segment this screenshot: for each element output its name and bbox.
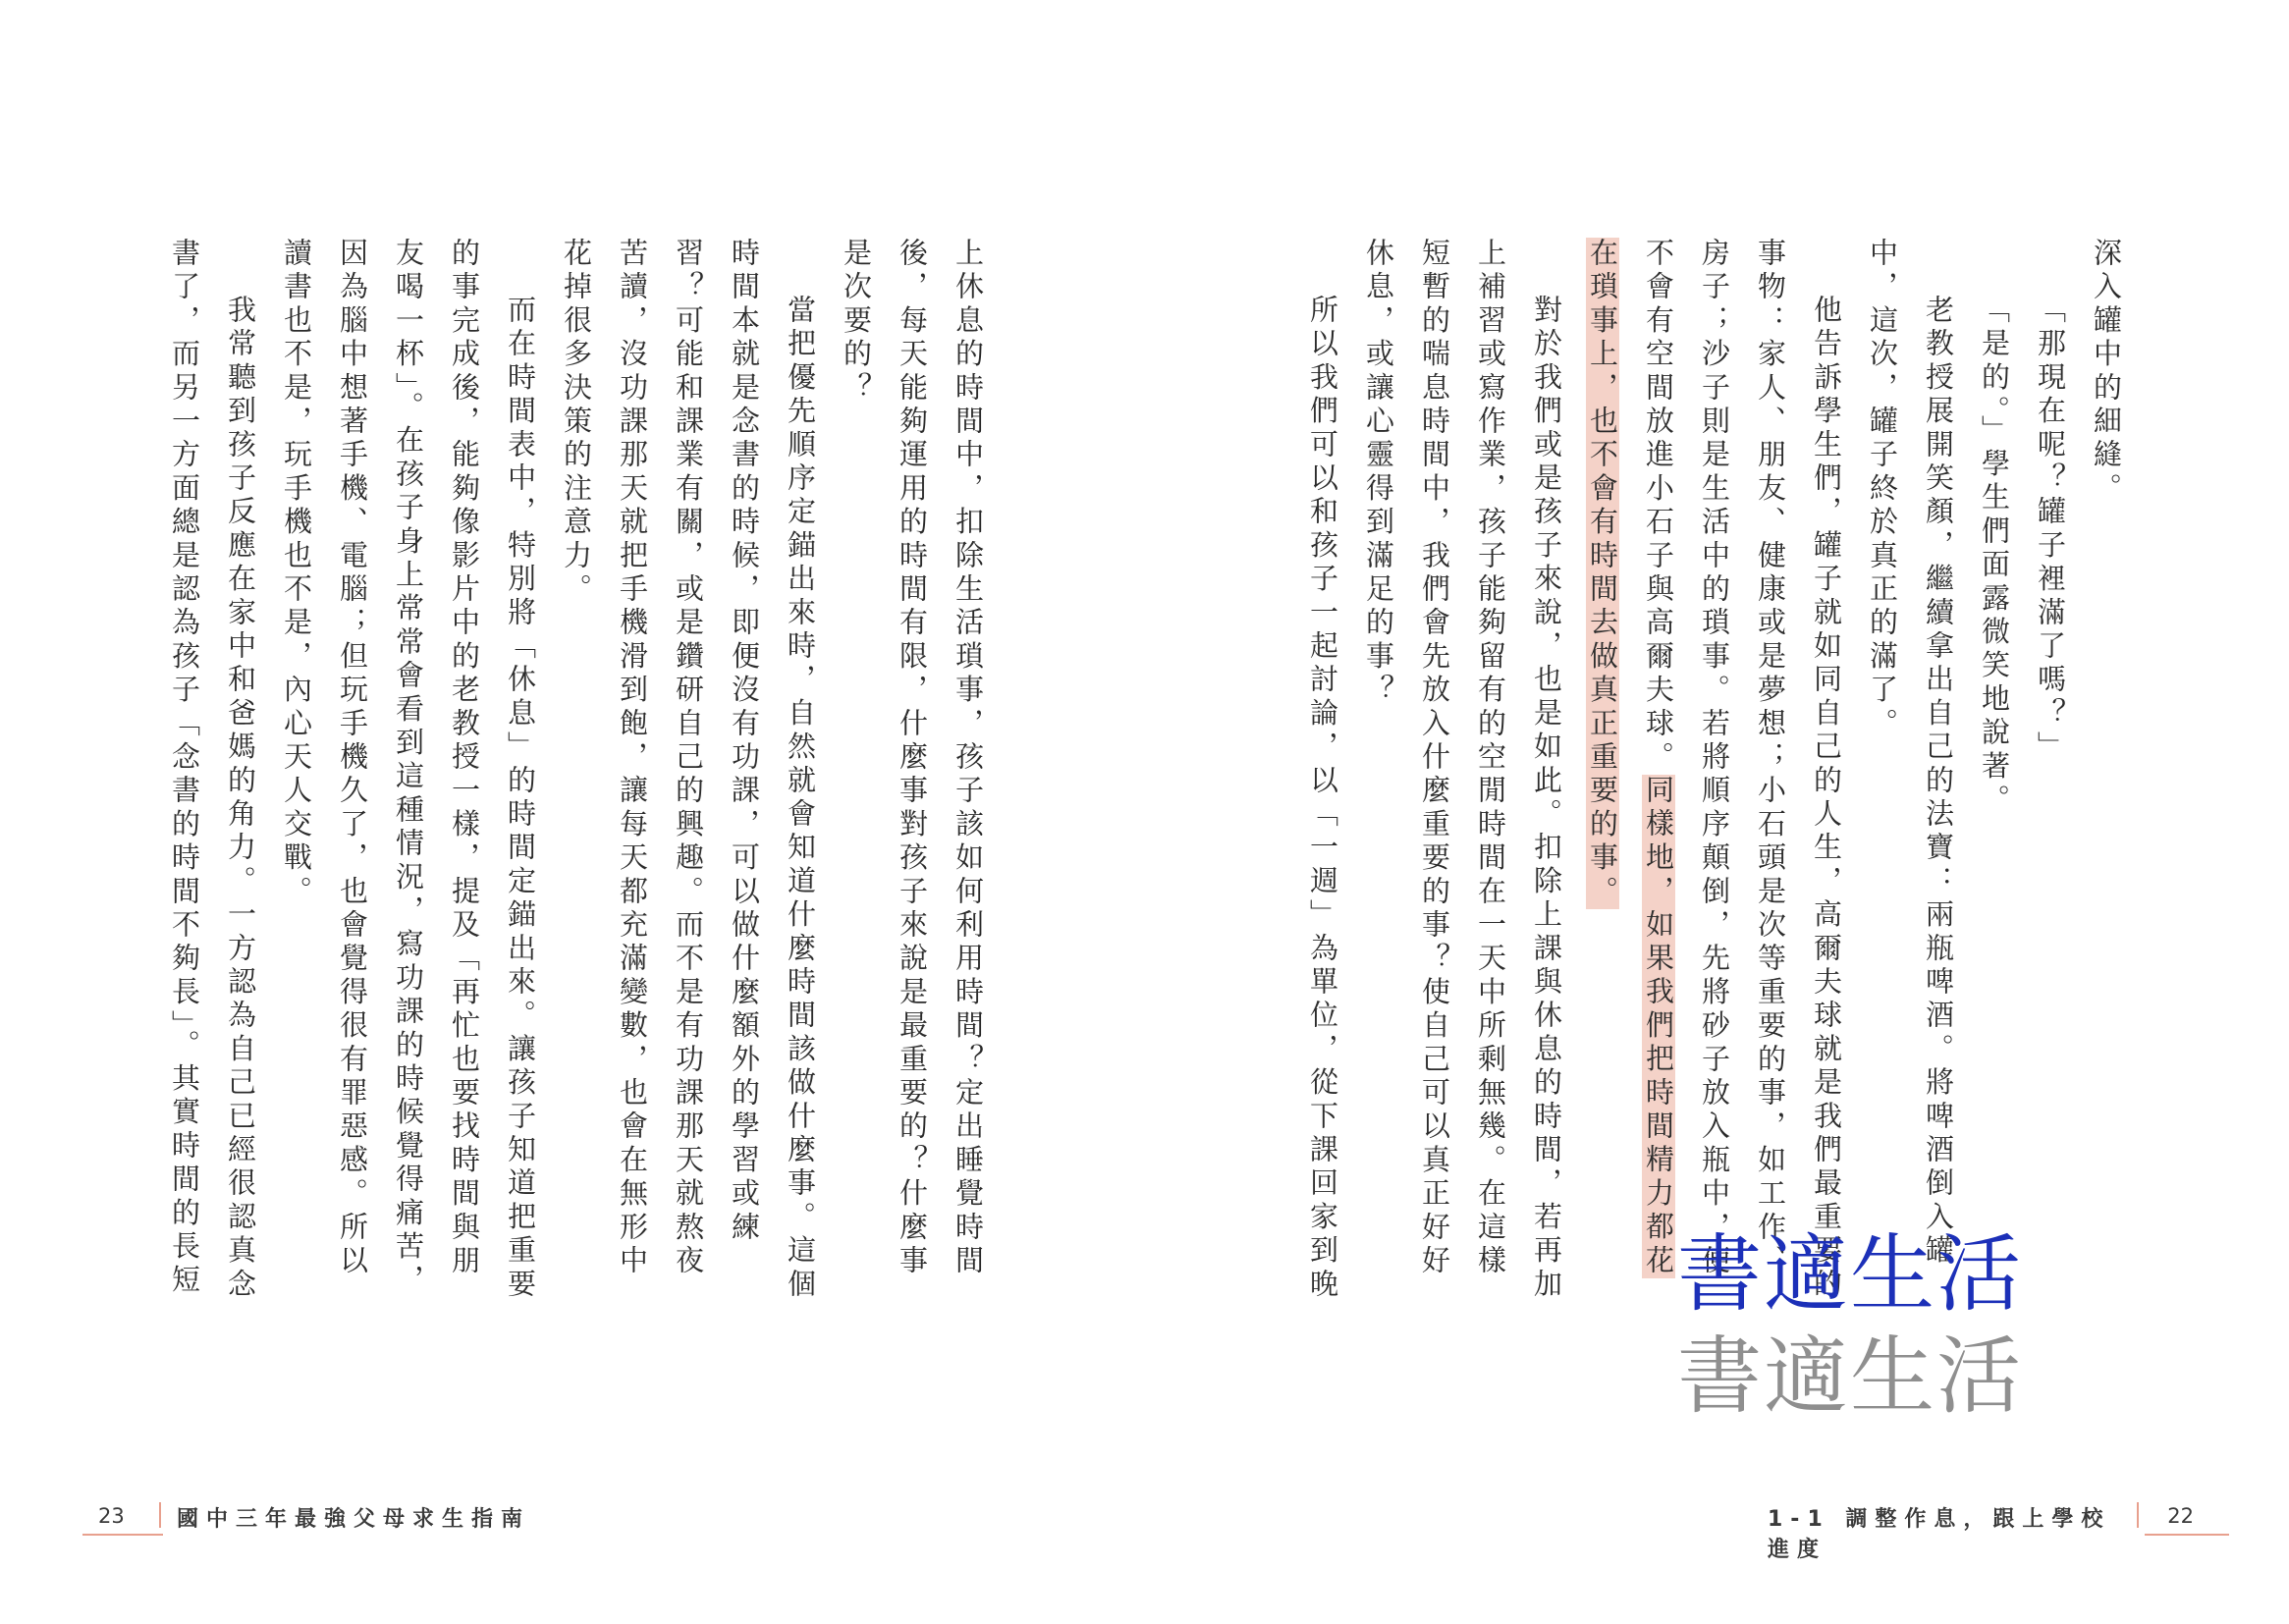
footer-right xyxy=(1768,1498,2229,1562)
paragraph xyxy=(2078,238,2134,1308)
paragraph-text: 「是的。」學生們面露微笑地說著。 xyxy=(1978,295,2011,818)
paragraph xyxy=(2022,238,2078,1308)
paragraph-text: 深入罐中的細縫。 xyxy=(2090,238,2123,507)
page-number: 23 xyxy=(98,1504,125,1528)
paragraph-text: 對於我們或是孩子來說，也是如此。扣除上課與休息的時間，若再加上補習或寫作業，孩子能夠留有的空閒時間在一天中所剩無幾。在這樣短暫的喘息時間中，我們會先放入什麼重要的事？使自己可以真正好好休息，或讓心靈得到滿足的事？ xyxy=(1362,238,1563,1302)
paragraph-text: 老教授展開笑顏，繼續拿出自己的法寶：兩瓶啤酒。將啤酒倒入罐中，這次，罐子終於真正的滿了。 xyxy=(1866,238,1955,1269)
paragraph xyxy=(1854,238,1966,1308)
paragraph xyxy=(268,238,548,1308)
paragraph-text: 我常聽到孩子反應在家中和爸媽的角力。一方認為自己已經很認真念書了，而另一方面總是認為孩子「念書的時間不夠長」。其實時間的長短 xyxy=(168,238,257,1302)
running-title: 1-1 調整作息，跟上學校進度 xyxy=(1768,1507,2111,1562)
paragraph xyxy=(1294,238,1350,1308)
left-page-body xyxy=(168,238,996,1308)
paragraph-text: 當把優先順序定錨出來時，自然就會知道什麼時間該做什麼事。這個時間本就是念書的時候，即便沒有功課，可以做什麼額外的學習或練習？可能和課業有關，或是鑽研自己的興趣。而不是有功課那天就熬夜苦讀，沒功課那天就把手機滑到飽，讓每天都充滿變數，也會在無形中花掉很多決策的注意力。 xyxy=(560,238,817,1302)
watermark-line-2: 書適生活 xyxy=(1677,1327,2023,1426)
paragraph-text: 所以我們可以和孩子一起討論，以「一週」為單位，從下課回家到晚 xyxy=(1306,295,1339,1302)
footer-underline xyxy=(82,1534,163,1536)
paragraph-text: 上休息的時間中，扣除生活瑣事，孩子該如何利用時間？定出睡覺時間後，每天能夠運用的時間有限，什麼事對孩子來說是最重要的？什麼事是次要的？ xyxy=(840,238,985,1279)
paragraph xyxy=(828,238,996,1308)
footer-left xyxy=(82,1498,534,1538)
paragraph-text: 而在時間表中，特別將「休息」的時間定錨出來。讓孩子知道把重要的事完成後，能夠像影片中的老教授一樣，提及「再忙也要找時間與朋友喝一杯」。在孩子身上常常會看到這種情況，寫功課的時候覺得痛苦，因為腦中想著手機、電腦；但玩手機久了，也會覺得很有罪惡感。所以讀書也不是，玩手機也不是，內心天人交戰。 xyxy=(280,238,537,1302)
highlighted-text: 同樣地，如果我們把時間精力都花在瑣事上，也不會有時間去做真正重要的事。 xyxy=(1586,238,1675,1279)
page-number: 22 xyxy=(2167,1504,2194,1528)
right-page-body xyxy=(1306,238,2134,1308)
paragraph xyxy=(1966,238,2022,1308)
footer-underline xyxy=(2145,1534,2229,1536)
paragraph xyxy=(548,238,828,1308)
footer-divider xyxy=(2137,1502,2139,1528)
watermark-line-1: 書適生活 xyxy=(1677,1225,2023,1324)
watermark xyxy=(1677,1223,2050,1428)
paragraph xyxy=(1574,238,1854,1308)
paragraph xyxy=(156,238,268,1308)
paragraph-text: 「那現在呢？罐子裡滿了嗎？」 xyxy=(2034,295,2067,765)
paragraph xyxy=(1350,238,1574,1308)
footer-divider xyxy=(159,1502,161,1528)
running-title: 國中三年最強父母求生指南 xyxy=(177,1507,531,1532)
paragraph-text: 他告訴學生們，罐子就如同自己的人生，高爾夫球就是我們最重要的事物：家人、朋友、健康或是夢想；小石頭是次等重要的事，如工作、房子；沙子則是生活中的瑣事。若將順序顛倒，先將砂子放入瓶中，便不會有空間放進小石子與高爾夫球。 xyxy=(1642,238,1843,1302)
